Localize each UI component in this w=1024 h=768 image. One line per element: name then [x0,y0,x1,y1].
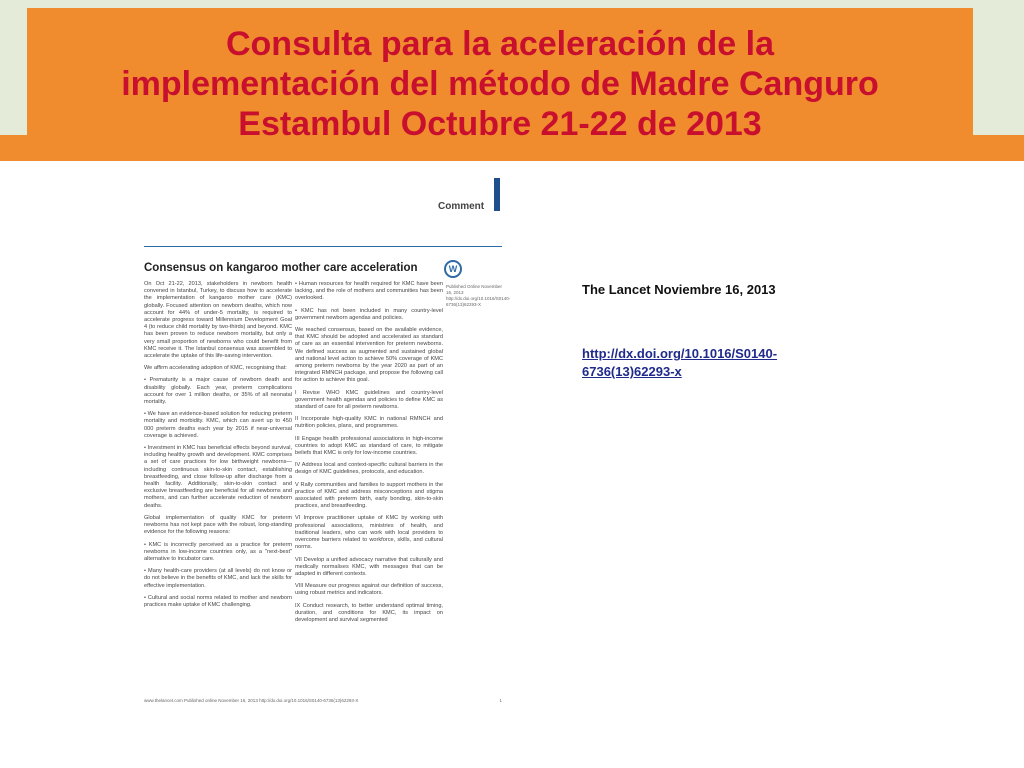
paragraph: IV Address local and context-specific cultural barriers in the design of KMC guidelines, protocols, and education. [295,462,443,476]
doi-link[interactable]: http://dx.doi.org/10.1016/S0140-6736(13)62293-x [582,346,778,379]
paragraph: IX Conduct research, to better understand optimal timing, duration, and conditions for KMC, its impact on development and survival segmented [295,602,443,623]
section-label: Comment [438,201,485,212]
article-title: Consensus on kangaroo mother care acceleration [144,262,418,274]
article-column-2 [295,281,443,629]
paragraph: • Investment in KMC has beneficial effects beyond survival, including healthy growth and development. KMC comprises a set of care practices for low birthweight newborns—including continuous skin-to-skin contact, establishing breastfeeding, and close follow-up after discharge from a health facility. Additionally, skin-to-skin contact and exclusive breastfeeding are beneficial for all newborns and mothers, and can further accelerate reduction of newborn deaths. [144,445,292,509]
paragraph: On Oct 21-22, 2013, stakeholders in newborn health convened in Istanbul, Turkey, to discuss how to accelerate the implementation of kangaroo mother care (KMC) globally. Focused attention on newborn deaths, which now account for 44% of under-5 mortality, is required to accelerate progress toward Millennium Development Goal 4 (to reduce child mortality by two-thirds) and beyond. KMC has been proven to reduce newborn mortality, but only a very small proportion of newborns who could benefit from KMC receive it. The Istanbul consensus was assembled to accelerate the uptake of this life-saving intervention. [144,281,292,360]
paragraph: • We have an evidence-based solution for reducing preterm mortality and morbidity. KMC, which can avert up to 450 000 preterm deaths each year by 2015 if near-universal coverage is achieved. [144,411,292,439]
paragraph: • Human resources for health required for KMC have been lacking, and the role of mothers and communities has been overlooked. [295,281,443,302]
paragraph: • KMC has not been included in many country-level government newborn agendas and policies. [295,307,443,321]
paragraph: Global implementation of quality KMC for preterm newborns has not kept pace with the robust, long-standing evidence for the following reasons: [144,514,292,536]
article-column-1 [144,281,292,614]
paragraph: VII Develop a unified advocacy narrative that culturally and medically normalises KMC, with messages that can be adapted in different contexts. [295,556,443,577]
paragraph: II Incorporate high-quality KMC in national RMNCH and nutrition policies, plans, and programmes. [295,416,443,430]
paragraph: III Engage health professional associations in high-income countries to adopt KMC as standard of care, to mitigate beliefs that KMC is only for low-income countries. [295,435,443,457]
paragraph: VIII Measure our progress against our definition of success, using robust metrics and indicators. [295,583,443,597]
paragraph: I Revise WHO KMC guidelines and country-level government health agendas and policies to define KMC as standard of care for all preterm newborns. [295,389,443,411]
title-line-2: implementación del método de Madre Canguro [121,65,879,103]
paragraph: • Many health-care providers (at all levels) do not know or do not believe in the benefits of KMC, and lack the skills for effective implementation. [144,568,292,589]
paragraph: • Prematurity is a major cause of newborn death and disability globally. Each year, preterm complications account for over 1 million deaths, or 35% of all neonatal mortality. [144,377,292,406]
published-note: Published Online November 16, 2013 http://dx.doi.org/10.1016/S0140-6736(13)62293-X [446,284,511,307]
section-marker [494,178,500,211]
header-rule [144,246,502,247]
title-banner [27,8,973,160]
paragraph: • KMC is incorrectly perceived as a practice for preterm newborns in low-income countries only, as a "next-best" alternative to incubator care. [144,541,292,562]
paragraph: V Rally communities and families to support mothers in the practice of KMC and address misconceptions and stigma associated with preterm birth, early bonding, skin-to-skin practices, and breastfeeding. [295,481,443,510]
page-number: 1 [499,698,502,703]
title-line-3: Estambul Octubre 21-22 de 2013 [238,105,762,143]
paragraph: • Cultural and social norms related to mother and newborn practices make uptake of KMC challenging. [144,594,292,608]
paragraph: VI Improve practitioner uptake of KMC by working with professional associations, ministries of health, and traditional leaders, who can work with local providers to overcome barriers related to workforce, skills, and cultural norms. [295,515,443,551]
journal-citation: The Lancet Noviembre 16, 2013 [582,282,776,297]
article-image [138,170,510,715]
slide-title [121,24,879,144]
lancet-logo-icon: W [444,260,462,278]
paragraph: We affirm accelerating adoption of KMC, recognising that: [144,365,287,372]
article-footer [144,698,502,703]
title-line-1: Consulta para la aceleración de la [225,25,774,63]
paragraph: We reached consensus, based on the available evidence, that KMC should be adopted and accelerated as standard of care as an essential intervention for preterm newborns. We defined success as augmented and sustained global and national level action to achieve 50% coverage of KMC among preterm newborns by the year 2020 as part of an integrated RMNCH package, and propose the following call for action to achieve this goal. [295,327,443,384]
footer-citation: www.thelancet.com Published online November 16, 2013 http://dx.doi.org/10.1016/S0140-6736(13)62293-X [144,698,359,703]
